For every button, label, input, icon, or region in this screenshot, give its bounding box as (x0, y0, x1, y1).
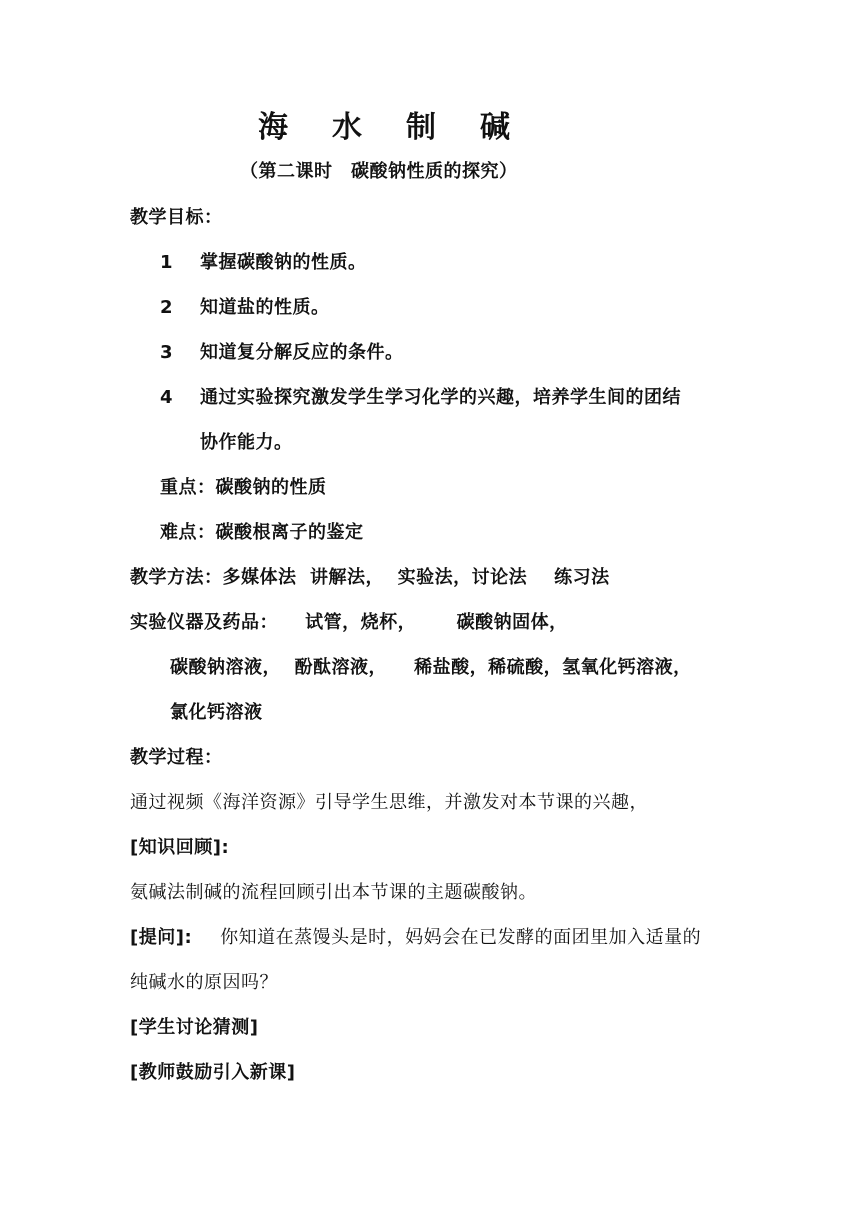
subtitle: （第二课时 碳酸钠性质的探究） (240, 161, 518, 182)
document-title (258, 108, 554, 148)
title-char: 制 (406, 110, 436, 145)
goal-item (160, 296, 330, 320)
difficulty-point: 难点：碳酸根离子的鉴定 (160, 522, 364, 543)
goal-text: 通过实验探究激发学生学习化学的兴趣，培养学生间的团结 (200, 387, 681, 408)
student-discussion: [学生讨论猜测] (130, 1017, 259, 1038)
goal-item (160, 386, 681, 410)
goal-text: 掌握碳酸钠的性质。 (200, 252, 367, 273)
review-text: 氨碱法制碱的流程回顾引出本节课的主题碳酸钠。 (130, 882, 537, 903)
goal-text: 知道盐的性质。 (200, 297, 330, 318)
goal-text-continued: 协作能力。 (200, 432, 293, 453)
review-label: [知识回顾]: (130, 837, 230, 858)
goal-number: 3 (160, 342, 174, 363)
materials-line: 实验仪器及药品： 试管，烧杯， 碳酸钠固体， (130, 612, 568, 633)
title-char: 海 (258, 110, 288, 145)
title-char: 水 (332, 110, 362, 145)
process-heading: 教学过程： (130, 747, 223, 768)
question-text: 你知道在蒸馒头是时，妈妈会在已发酵的面团里加入适量的 (220, 927, 702, 948)
goal-text: 知道复分解反应的条件。 (200, 342, 404, 363)
question-line (130, 926, 701, 950)
title-char: 碱 (480, 110, 510, 145)
materials-line: 氯化钙溶液 (170, 702, 263, 723)
process-intro: 通过视频《海洋资源》引导学生思维，并激发对本节课的兴趣， (130, 792, 648, 813)
key-point: 重点：碳酸钠的性质 (160, 477, 327, 498)
goal-number: 2 (160, 297, 174, 318)
question-label: [提问]: (130, 927, 193, 948)
goals-heading: 教学目标： (130, 207, 223, 228)
goal-number: 4 (160, 387, 174, 408)
goal-item (160, 251, 367, 275)
question-text-continued: 纯碱水的原因吗？ (130, 972, 278, 993)
goal-item (160, 341, 404, 365)
goal-number: 1 (160, 252, 174, 273)
teacher-encouragement: [教师鼓励引入新课] (130, 1062, 296, 1083)
teaching-methods: 教学方法：多媒体法 讲解法， 实验法，讨论法 练习法 (130, 567, 610, 588)
materials-line: 碳酸钠溶液， 酚酞溶液， 稀盐酸，稀硫酸，氢氧化钙溶液， (170, 657, 692, 678)
